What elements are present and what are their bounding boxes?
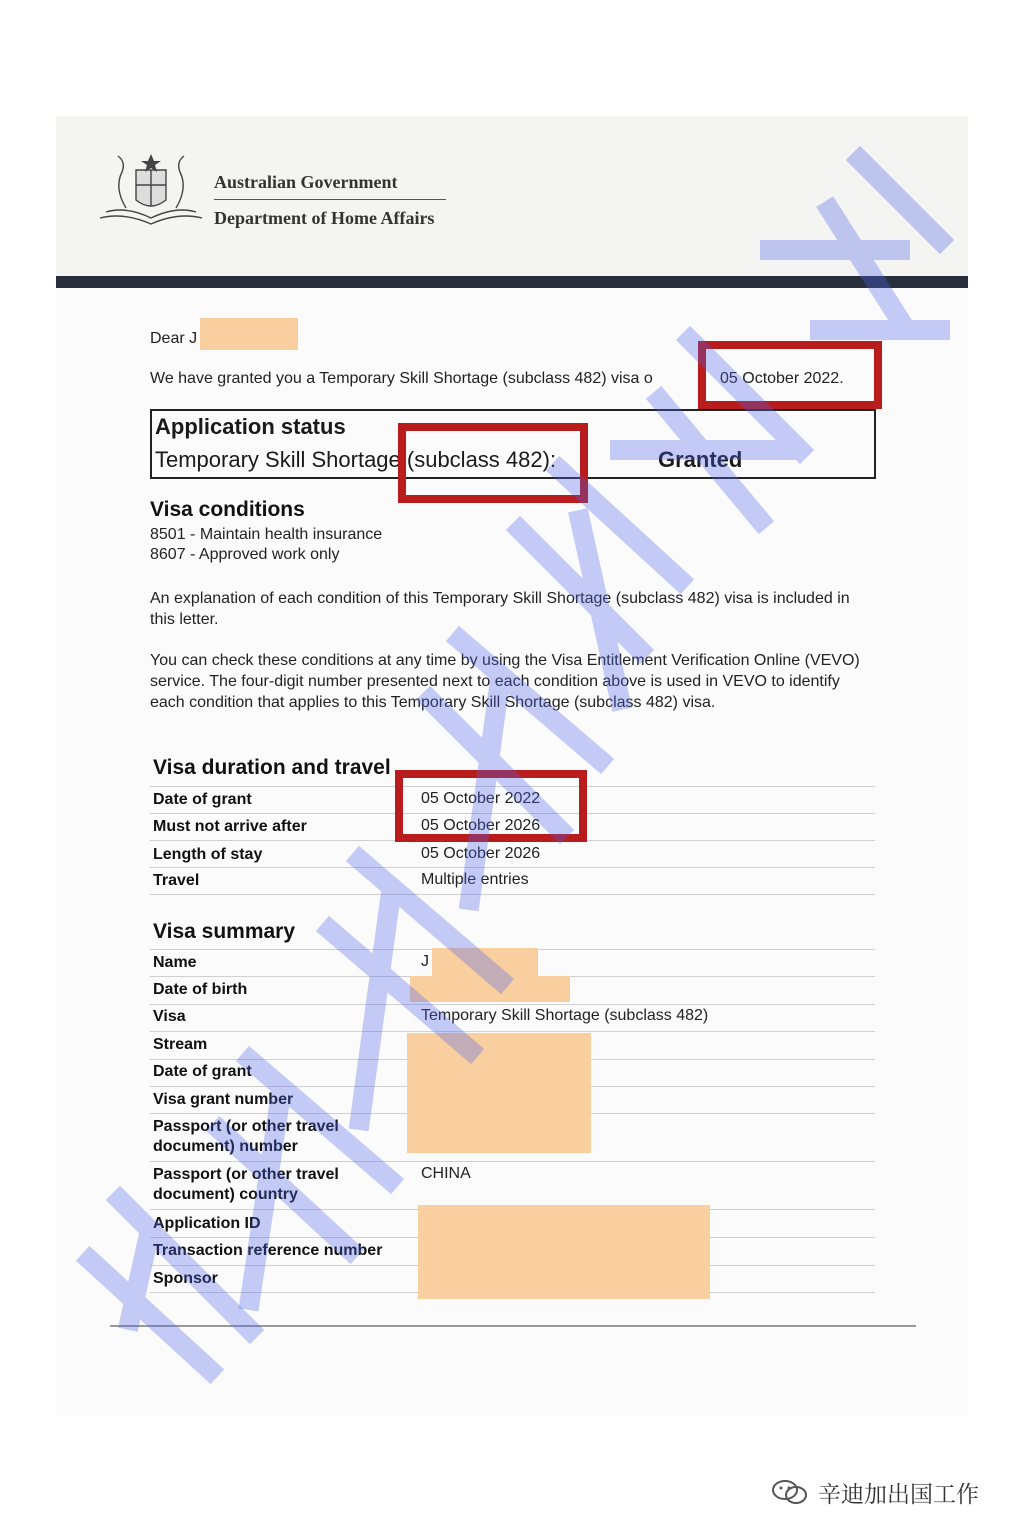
row-divider <box>150 894 875 895</box>
intro-date: 05 October 2022. <box>720 370 844 387</box>
duration-row-label: Travel <box>153 872 200 889</box>
greeting: Dear J <box>150 330 198 347</box>
conditions-explanation: An explanation of each condition of this Temporary Skill Shortage (subclass 482) visa is included in this letter. <box>150 590 850 628</box>
summary-row-label: Passport (or other travel document) number <box>153 1118 339 1155</box>
summary-row-label: Passport (or other travel document) country <box>153 1166 339 1203</box>
summary-row-label: Sponsor <box>153 1270 218 1287</box>
redacted-dob-field <box>410 976 570 1002</box>
condition-item: 8501 - Maintain health insurance <box>150 526 383 543</box>
summary-row-label: Stream <box>153 1036 208 1053</box>
summary-row-label: Application ID <box>153 1215 261 1232</box>
summary-heading: Visa summary <box>153 920 296 943</box>
government-name: Australian Government <box>214 172 398 192</box>
department-name: Department of Home Affairs <box>214 208 435 228</box>
summary-row-value: J <box>421 953 429 970</box>
page-bottom-rule <box>110 1325 916 1327</box>
header-band <box>56 276 968 288</box>
summary-row-label: Transaction reference number <box>153 1242 383 1259</box>
header-divider <box>214 199 446 200</box>
row-divider <box>150 867 875 868</box>
duration-row-value: 05 October 2022 <box>421 790 541 807</box>
summary-row-label: Visa grant number <box>153 1091 294 1108</box>
duration-heading: Visa duration and travel <box>153 756 391 779</box>
status-visa: Temporary Skill Shortage (subclass 482): <box>155 447 557 472</box>
condition-item: 8607 - Approved work only <box>150 546 340 563</box>
wechat-icon <box>770 1478 810 1506</box>
conditions-heading: Visa conditions <box>150 498 305 521</box>
summary-row-value: CHINA <box>421 1165 471 1182</box>
duration-row-label: Must not arrive after <box>153 818 307 835</box>
account-name: 辛迪加出国工作 <box>818 1481 979 1507</box>
redacted-application-block <box>418 1205 710 1299</box>
duration-row-value: 05 October 2026 <box>421 817 541 834</box>
redacted-stream-passport-block <box>407 1033 591 1153</box>
redacted-name-field <box>432 948 538 978</box>
vevo-paragraph: You can check these conditions at any time by using the Visa Entitlement Verification Online (VEVO) service. The four-digit number presented next to each condition above is used in VEVO to identify each condition that applies to this Temporary Skill Shortage (subclass 482) visa. <box>150 652 860 711</box>
summary-row-label: Date of birth <box>153 981 248 998</box>
row-divider <box>150 1031 875 1032</box>
summary-row-label: Visa <box>153 1008 186 1025</box>
row-divider <box>150 1161 875 1162</box>
highlight-box-subclass <box>398 423 588 503</box>
coat-of-arms-icon <box>96 148 206 230</box>
duration-row-value: Multiple entries <box>421 871 529 888</box>
highlight-box-dates <box>395 770 587 842</box>
duration-row-value: 05 October 2026 <box>421 845 541 862</box>
intro-line: We have granted you a Temporary Skill Shortage (subclass 482) visa o <box>150 370 653 387</box>
highlight-box-grant-date <box>698 341 882 409</box>
status-title: Application status <box>155 414 346 439</box>
row-divider <box>150 1004 875 1005</box>
duration-row-label: Length of stay <box>153 846 263 863</box>
summary-row-value: Temporary Skill Shortage (subclass 482) <box>421 1007 709 1024</box>
summary-row-label: Date of grant <box>153 1063 252 1080</box>
duration-row-label: Date of grant <box>153 791 252 808</box>
redacted-name <box>200 318 298 350</box>
summary-row-label: Name <box>153 954 197 971</box>
status-value: Granted <box>658 447 743 472</box>
